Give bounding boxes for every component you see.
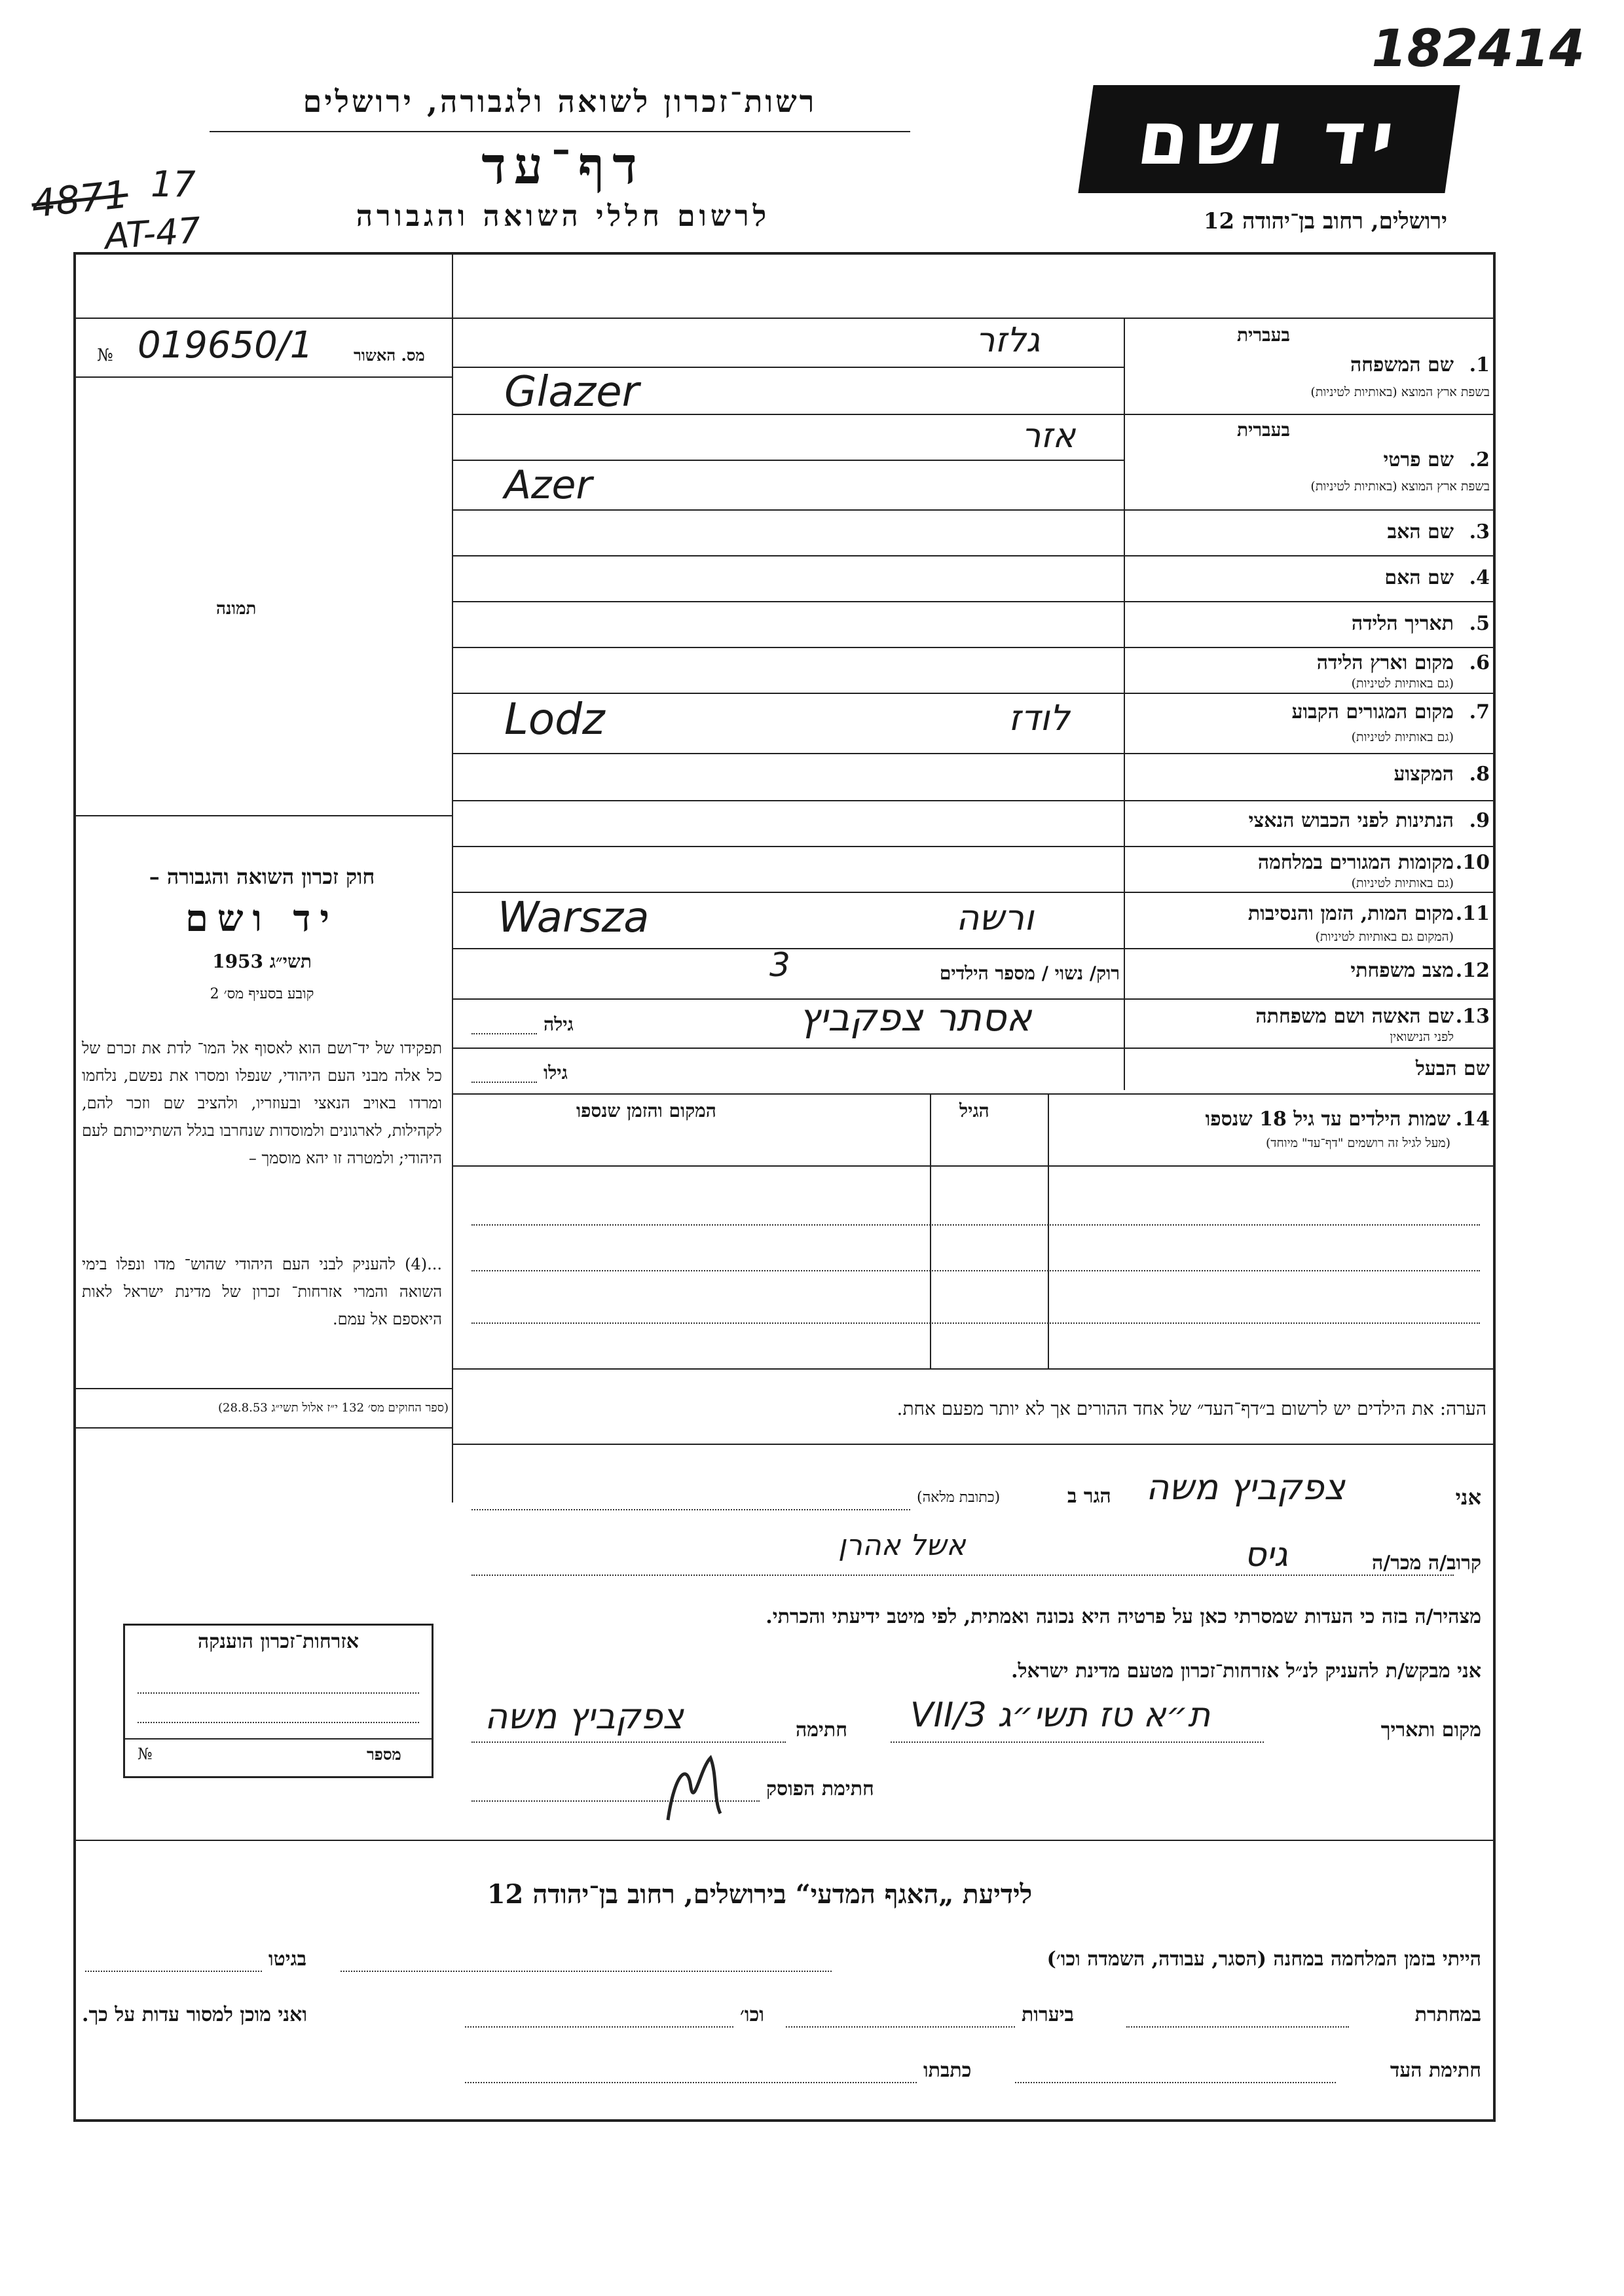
approval-label: מס. האשור xyxy=(354,346,425,365)
science-camp-dots xyxy=(341,1971,832,1972)
field-13-label: שם האשה ושם משפחתה xyxy=(1255,1005,1454,1028)
note-bottom-line xyxy=(452,1444,1496,1445)
law-source: (ספר החוקים מס׳ 132 י״ז אלול תשי״ג 28.8.53) xyxy=(217,1401,449,1415)
law-year: תשי״ג 1953 xyxy=(212,951,312,972)
citizenship-box-title: אזרחות־זכרון הוענקה xyxy=(197,1630,360,1653)
citizenship-number-label: מספר xyxy=(367,1745,401,1764)
children-col-2 xyxy=(1048,1093,1049,1368)
field-9-number: 9. xyxy=(1469,809,1490,832)
death-place-hebrew: ורשה xyxy=(956,897,1034,938)
photo-label: תמונה xyxy=(216,599,257,619)
relation-dots xyxy=(471,1575,1454,1576)
field-12-label: מצב משפחתי xyxy=(1350,959,1454,982)
children-sub: (מעל לגיל זה רושמים "דף־עד" מיוחד) xyxy=(1265,1136,1450,1150)
row-line-3 xyxy=(452,555,1496,556)
wife-name: אסתר צפקביץ xyxy=(799,995,1032,1040)
citizenship-dots-2 xyxy=(138,1722,419,1723)
wife-age-label: גילה xyxy=(544,1013,574,1035)
field-6-number: 6. xyxy=(1469,651,1490,674)
children-row-2 xyxy=(471,1270,1480,1271)
field-1-sub: בשפת ארץ המוצא (באותיות לטיניות) xyxy=(1310,385,1490,399)
field-3-number: 3. xyxy=(1469,520,1490,543)
citizenship-dots-1 xyxy=(138,1692,419,1694)
field-3-label: שם האב xyxy=(1387,520,1454,543)
signature-value: צפקביץ משה xyxy=(485,1696,684,1737)
declarant-address-dots xyxy=(471,1509,910,1510)
children-col-1 xyxy=(930,1093,931,1368)
law-source-bottom xyxy=(73,1427,452,1429)
photo-bottom-line xyxy=(73,815,452,816)
decider-scribble xyxy=(655,1748,727,1827)
field-5-number: 5. xyxy=(1469,612,1490,635)
law-clause: קובע בסעיף מס׳ 2 xyxy=(210,986,314,1002)
science-top-line xyxy=(73,1840,1496,1841)
row-line-14 xyxy=(452,1093,1496,1095)
husband-age-dots xyxy=(471,1082,537,1083)
corner-note-code: AT-47 xyxy=(103,209,202,258)
yad-vashem-logo xyxy=(1078,85,1460,193)
law-text-1: תפקידו של יד־ושם הוא לאסוף אל המו־ לדת את זכרם של כל אלה מבני העם היהודי, שנפלו ומסרו את נפשם, נלחמו ומרדו באויב הנאצי ובעוזריו, ולהציב שם וזכר להם, לקהילות, לארגונים ולמוסדות שנחרבו בגלל השתייכותם לעם היהודי; ולמטרה זו יהא מוסמך – xyxy=(82,1039,442,1167)
place-date-label: מקום ותאריך xyxy=(1380,1719,1481,1741)
declarant-address-hint: (כתובת מלאה) xyxy=(917,1489,1001,1506)
children-place-header: המקום והזמן שנספו xyxy=(576,1100,716,1121)
declaration-text: מצהיר/ה בזה כי העדות שמסרתי כאן על פרטיה היא נכונה ואמתית, לפי מיטב ידיעתי והכרתי. xyxy=(766,1605,1481,1628)
science-ghetto-dots xyxy=(85,1971,262,1972)
request-text: אני מבקש/ת להעניק לנ״ל אזרחות־זכרון מטעם מדינת ישראל. xyxy=(1011,1660,1481,1683)
field-8-label: המקצוע xyxy=(1393,763,1454,786)
left-column-divider xyxy=(452,252,453,1503)
witness-address-dots xyxy=(465,2082,917,2083)
field-2-number: 2. xyxy=(1469,448,1490,471)
husband-age-label: גילו xyxy=(544,1062,568,1084)
children-row-3 xyxy=(471,1322,1480,1324)
marital-options: רוק/ נשוי / מספר הילדים xyxy=(939,962,1120,984)
relation-value: גיס xyxy=(1244,1535,1288,1575)
field-2-label: שם פרטי xyxy=(1383,448,1454,471)
children-number: 14. xyxy=(1455,1108,1490,1131)
underground-dots xyxy=(1126,2026,1349,2028)
field-11-label: מקום המות, הזמן והנסיבות xyxy=(1247,902,1454,925)
field-13-sub: לפני הנישואין xyxy=(1390,1030,1454,1044)
law-title: חוק זכרון השואה והגבורה – xyxy=(149,864,375,889)
science-line1: הייתי בזמן המלחמה במחנה (הסגר, עבודה, השמדה וכו׳) xyxy=(1046,1948,1481,1971)
declarant-name: צפקביץ משה xyxy=(1146,1467,1345,1508)
field-2-sub: בשפת ארץ המוצא (באותיות לטיניות) xyxy=(1310,479,1490,494)
wife-age-dots xyxy=(471,1033,537,1034)
citizenship-number-symbol: № xyxy=(138,1745,153,1763)
field-13-number: 13. xyxy=(1455,1005,1490,1028)
signature-label: חתימה xyxy=(796,1719,847,1741)
corner-note-number: 4871 xyxy=(29,172,130,227)
field-11-sub: (המקום גם באותיות לטיניות) xyxy=(1315,930,1454,944)
science-underground: במחתרת xyxy=(1414,2003,1481,2026)
law-text-2: ...(4) להעניק לבני העם היהודי שהוש־ מדו ונפלו בימי השואה והמרי אזרחות־ זכרון של מדינת ישראל לאות היאספם אל עמם. xyxy=(82,1255,442,1328)
family-name-latin: Glazer xyxy=(504,368,639,416)
etc-dots xyxy=(465,2026,733,2028)
relation-note: אשל אהרן xyxy=(838,1529,966,1562)
field-1-hebrew-tag: בעברית xyxy=(1236,324,1290,346)
citizenship-box-divider xyxy=(123,1738,434,1740)
row-line-9 xyxy=(452,846,1496,847)
field-9-label: הנתינות לפני הכבוש הנאצי xyxy=(1248,809,1454,832)
field-10-label: מקומות המגורים במלחמה xyxy=(1257,851,1454,874)
declarant-i-label: אני xyxy=(1455,1485,1481,1510)
form-title: דף־עד xyxy=(481,136,645,196)
residence-latin: Lodz xyxy=(504,694,605,744)
header-address: ירושלים, רחוב בן־יהודה 12 xyxy=(1203,208,1447,234)
field-10-number: 10. xyxy=(1455,851,1490,874)
decider-label: חתימת הפוסק xyxy=(766,1777,874,1800)
logo-text: יד ושם xyxy=(1132,96,1406,181)
row-line-6 xyxy=(452,693,1496,694)
corner-note-mark: 17 xyxy=(151,164,196,205)
death-place-latin: Warsza xyxy=(498,894,650,942)
row-line-10 xyxy=(452,892,1496,893)
family-name-hebrew: גלזר xyxy=(976,321,1041,360)
form-frame xyxy=(73,252,1496,2122)
children-age-header: הגיל xyxy=(959,1100,989,1121)
field-11-number: 11. xyxy=(1455,902,1490,925)
field-2-hebrew-tag: בעברית xyxy=(1236,419,1290,441)
science-etc: וכו׳ xyxy=(740,2003,764,2026)
residence-hebrew: לודז xyxy=(1008,697,1070,738)
law-source-top xyxy=(73,1388,452,1389)
field-10-sub: (גם באותיות לטיניות) xyxy=(1351,876,1454,890)
field-12-number: 12. xyxy=(1455,959,1490,982)
husband-label: שם הבעל xyxy=(1415,1057,1490,1080)
children-bottom-line xyxy=(452,1368,1496,1370)
witness-signature-dots xyxy=(1015,2082,1336,2083)
field-7-number: 7. xyxy=(1469,701,1490,723)
field-8-number: 8. xyxy=(1469,763,1490,786)
row-line-7 xyxy=(452,753,1496,754)
first-name-hebrew: אזר xyxy=(1022,416,1076,456)
science-forests: ביערות xyxy=(1022,2003,1075,2026)
field-7-label: מקום המגורים הקבוע xyxy=(1291,701,1454,723)
approval-line xyxy=(73,376,452,378)
row-line-11 xyxy=(452,948,1496,949)
first-name-latin: Azer xyxy=(504,462,593,508)
field-6-label: מקום וארץ הלידה xyxy=(1316,651,1454,674)
field-1-number: 1. xyxy=(1469,354,1490,376)
place-date-value: ת״א טז תשי״ג 3/VII xyxy=(910,1696,1211,1735)
witness-address-label: כתבתו xyxy=(923,2059,972,2082)
field-6-sub: (גם באותיות לטיניות) xyxy=(1351,676,1454,691)
science-ready: ואני מוכן למסור עדות על כך. xyxy=(82,2003,308,2026)
approval-symbol: № xyxy=(97,346,113,365)
science-ghetto: בגיטו xyxy=(268,1948,307,1971)
row-line-5 xyxy=(452,647,1496,648)
field-7-sub: (גם באותיות לטיניות) xyxy=(1351,730,1454,744)
label-column-divider xyxy=(1124,318,1125,1090)
law-name: יד ושם xyxy=(185,897,339,940)
row-line-8 xyxy=(452,800,1496,801)
form-subtitle: לרשום חללי השואה והגבורה xyxy=(356,200,771,233)
forests-dots xyxy=(786,2026,1015,2028)
relation-label: קרוב/ה מכר/ה xyxy=(1372,1552,1481,1575)
row-line-2 xyxy=(452,509,1496,511)
children-row-1 xyxy=(471,1224,1480,1226)
field-1-label: שם המשפחה xyxy=(1350,354,1454,376)
children-count: 3 xyxy=(769,946,790,984)
field-5-label: תאריך הלידה xyxy=(1351,612,1454,635)
authority-title: רשות־זכרון לשואה ולגבורה, ירושלים xyxy=(303,84,817,119)
signature-dots xyxy=(471,1741,786,1743)
children-note: הערה: את הילדים יש לרשום ב״דף־העד״ של אחד ההורים אך לא יותר מפעם אחת. xyxy=(896,1398,1486,1419)
field-4-label: שם האם xyxy=(1384,566,1454,589)
witness-signature-label: חתימת העד xyxy=(1390,2059,1481,2082)
authority-underline xyxy=(210,131,910,132)
children-label: שמות הילדים עד גיל 18 שנספו xyxy=(1205,1108,1450,1131)
children-header-line xyxy=(452,1165,1496,1167)
field-4-number: 4. xyxy=(1469,566,1490,589)
declarant-resides-label: הגר ב xyxy=(1067,1485,1111,1508)
approval-number: 019650/1 xyxy=(138,324,314,367)
science-title: לידיעת „האגף המדעי“ בירושלים, רחוב בן־יהודה 12 xyxy=(487,1879,1033,1910)
row-line-4 xyxy=(452,601,1496,602)
archive-number: 182414 xyxy=(1371,20,1585,79)
place-date-dots xyxy=(891,1741,1264,1743)
top-band-line xyxy=(73,318,1496,319)
row-line-2a xyxy=(452,460,1124,461)
row-line-13 xyxy=(452,1048,1496,1049)
